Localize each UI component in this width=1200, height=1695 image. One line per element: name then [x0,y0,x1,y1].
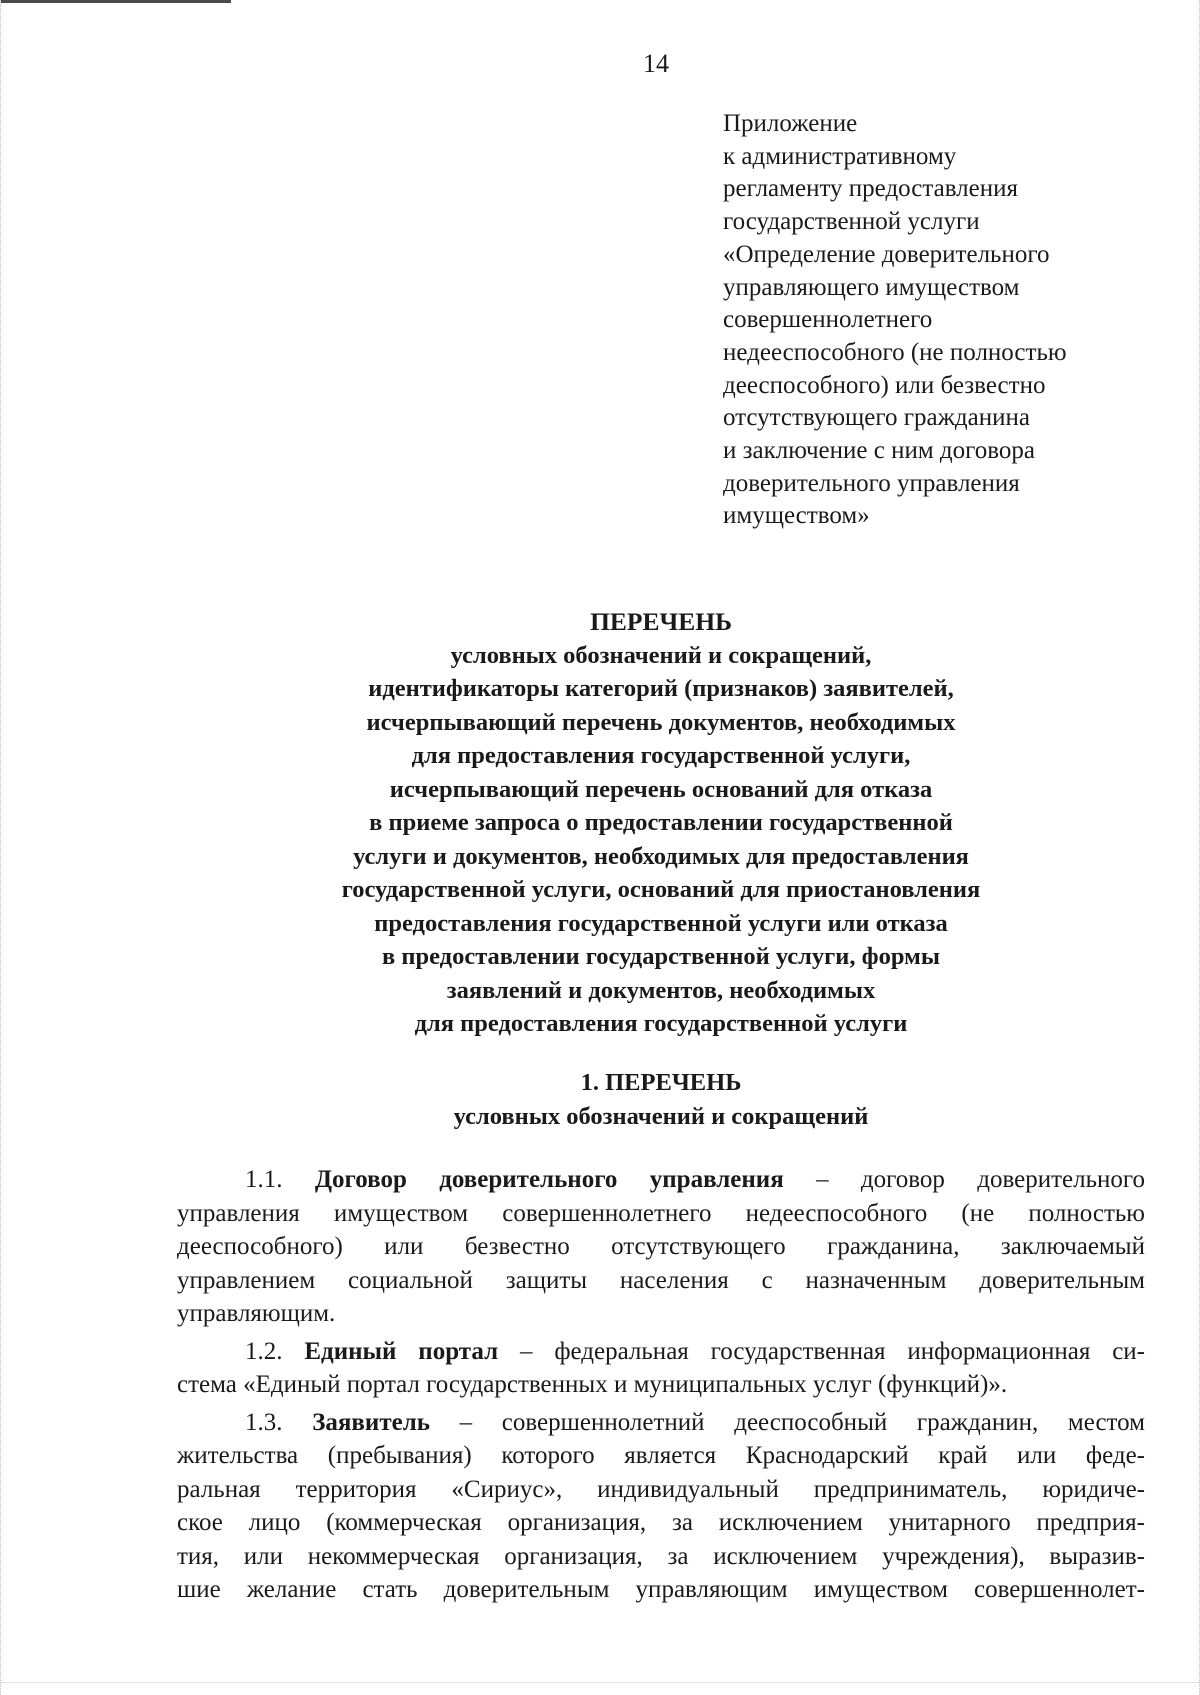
appendix-note [723,108,1183,533]
title-line: в предоставлении государственной услуги, формы [382,943,940,970]
title-line: для предоставления государственной услуги, [411,742,911,769]
paragraph-line: шие желание стать доверительным управляющим имуществом совершеннолет- [177,1576,1145,1603]
paragraph-number: 1.3. [245,1408,313,1436]
paragraph-line: ральная территория «Сириус», индивидуальный предприниматель, юридиче- [177,1475,1145,1503]
appendix-line: имуществом» [723,502,870,530]
title-line: заявлений и документов, необходимых [446,976,876,1004]
appendix-line: и заключение с ним договора [723,437,1035,465]
paragraph-number: 1.2. [245,1337,305,1365]
title-heading: ПЕРЕЧЕНЬ [590,607,732,636]
appendix-line: доверительного управления [723,469,1020,497]
title-line: для предоставления государственной услуги [414,1010,908,1037]
title-line: услуги и документов, необходимых для предоставления [353,842,969,870]
defined-term: Заявитель [312,1408,430,1436]
appendix-line: совершеннолетнего [723,306,933,334]
title-line: в приеме запроса о предоставлении государственной [369,809,953,836]
appendix-line: дееспособного) или безвестно [723,371,1046,399]
defined-term: Договор доверительного управления [314,1166,784,1193]
paragraph-line: управления имуществом совершеннолетнего недееспособного (не полностью [177,1199,1145,1227]
paragraph-line: управляющим. [177,1300,336,1327]
paragraph-line: жительства (пребывания) которого является Краснодарский край или феде- [177,1442,1145,1469]
page-number: 14 [643,49,669,78]
definition-paragraph-1-1 [177,1163,1145,1331]
paragraph-line: дееспособного) или безвестно отсутствующего гражданина, заключаемый [177,1233,1145,1260]
paragraph-line [177,1335,1145,1369]
section-title: 1. ПЕРЕЧЕНЬ [580,1069,742,1096]
appendix-line: Приложение [723,110,858,137]
appendix-line: недееспособного (не полностью [723,338,1067,366]
section-subtitle: условных обозначений и сокращений [453,1103,869,1130]
paragraph-line: ское лицо (коммерческая организация, за исключением унитарного предприя- [177,1509,1145,1536]
appendix-line: государственной услуги [723,208,980,236]
title-line: государственной услуги, оснований для приостановления [341,876,981,903]
section-1-heading [301,1066,1021,1134]
title-line: идентификаторы категорий (признаков) заявителей, [368,675,954,702]
paragraph-line: управлением социальной защиты населения с назначенным доверительным [177,1266,1145,1294]
section-1-body [177,1163,1145,1611]
scan-bottom-edge [1,1682,1200,1687]
paragraph-number: 1.1. [245,1166,315,1193]
definition-text: – совершеннолетний дееспособный гражданин, местом [429,1408,1145,1436]
paragraph-line: тия, или некоммерческая организация, за исключением учреждения), выразив- [177,1542,1145,1570]
appendix-line: к административному [723,142,957,170]
definition-text: – договор доверительного [783,1166,1146,1193]
paragraph-line [177,1406,1145,1440]
definition-paragraph-1-3 [177,1406,1145,1607]
title-line: предоставления государственной услуги или отказа [374,909,948,937]
definition-paragraph-1-2 [177,1335,1145,1402]
document-title [231,605,1091,1041]
title-line: условных обозначений и сокращений, [450,641,872,669]
title-line: исчерпывающий перечень оснований для отказа [389,775,933,803]
title-line: исчерпывающий перечень документов, необходимых [366,708,956,736]
appendix-line: регламенту предоставления [723,175,1019,203]
paragraph-line: стема «Единый портал государственных и муниципальных услуг (функций)». [177,1371,1008,1398]
appendix-line: «Определение доверительного [723,240,1050,268]
definition-text: – федеральная государственная информационная си- [498,1337,1146,1365]
scan-edge-mark [1,0,231,3]
appendix-line: отсутствующего гражданина [723,404,1030,432]
appendix-line: управляющего имуществом [723,273,1020,301]
defined-term: Единый портал [304,1337,499,1365]
paragraph-line [177,1163,1145,1197]
